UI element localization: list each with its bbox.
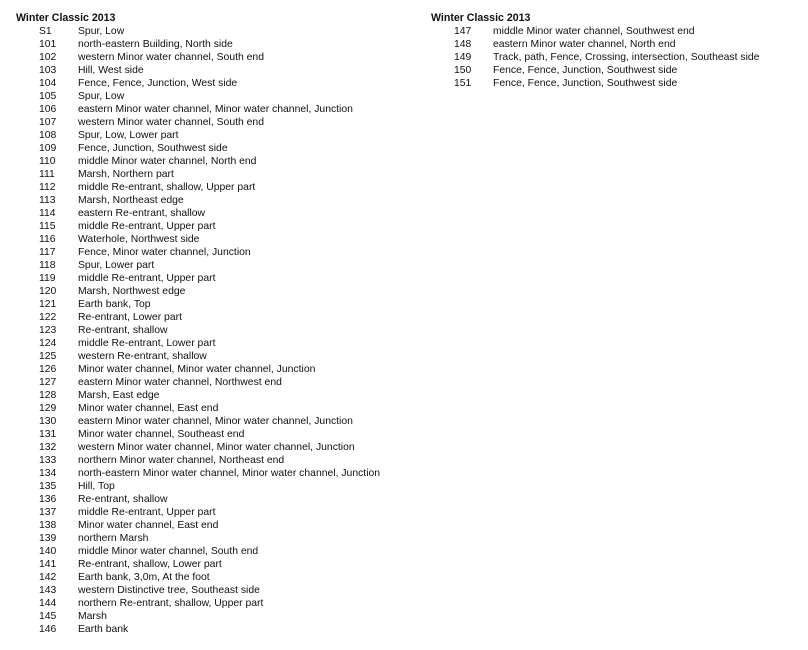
control-description: Re-entrant, shallow — [78, 494, 168, 505]
control-code: 123 — [39, 325, 57, 336]
control-description: middle Minor water channel, South end — [78, 546, 259, 557]
control-row — [16, 272, 416, 285]
control-code: 114 — [39, 208, 56, 219]
control-row — [16, 389, 416, 402]
control-row — [16, 506, 416, 519]
control-row — [16, 246, 416, 259]
control-description: Hill, West side — [78, 65, 144, 76]
control-row — [16, 610, 416, 623]
control-description: eastern Minor water channel, Northwest end — [78, 377, 282, 388]
control-description: western Minor water channel, Minor water channel, Junction — [78, 442, 355, 453]
control-description: Earth bank, Top — [78, 299, 151, 310]
control-code: 110 — [39, 156, 56, 167]
control-row — [16, 623, 416, 636]
control-row — [16, 64, 416, 77]
control-code: 117 — [39, 247, 56, 258]
control-row — [16, 298, 416, 311]
control-list-column-right — [431, 12, 801, 90]
control-description: middle Minor water channel, Southwest end — [493, 26, 695, 37]
control-row — [16, 558, 416, 571]
control-row — [16, 519, 416, 532]
control-description: Earth bank — [78, 624, 129, 635]
control-rows — [431, 25, 801, 90]
control-code: 122 — [39, 312, 57, 323]
control-description: Fence, Fence, Junction, West side — [78, 78, 238, 89]
control-description: middle Re-entrant, Upper part — [78, 221, 216, 232]
control-code: 111 — [39, 169, 55, 180]
control-row — [431, 64, 801, 77]
control-code: 115 — [39, 221, 56, 232]
control-code: 104 — [39, 78, 57, 89]
control-row — [16, 441, 416, 454]
control-row — [16, 467, 416, 480]
control-row — [16, 402, 416, 415]
control-code: 142 — [39, 572, 57, 583]
control-code: 129 — [39, 403, 57, 414]
control-code: 150 — [454, 65, 472, 76]
control-row — [16, 194, 416, 207]
control-description: north-eastern Minor water channel, Minor water channel, Junction — [78, 468, 381, 479]
control-code: 128 — [39, 390, 57, 401]
control-code: 134 — [39, 468, 57, 479]
control-code: 107 — [39, 117, 57, 128]
control-row — [16, 90, 416, 103]
control-row — [16, 415, 416, 428]
control-code: 105 — [39, 91, 57, 102]
control-description: Minor water channel, Minor water channel, Junction — [78, 364, 316, 375]
control-row — [16, 350, 416, 363]
control-row — [16, 571, 416, 584]
control-row — [16, 545, 416, 558]
control-description: eastern Re-entrant, shallow — [78, 208, 206, 219]
control-description: Minor water channel, East end — [78, 520, 219, 531]
control-code: 118 — [39, 260, 56, 271]
control-row — [16, 285, 416, 298]
control-description: Spur, Low, Lower part — [78, 130, 179, 141]
control-description: Minor water channel, East end — [78, 403, 219, 414]
control-description: eastern Minor water channel, Minor water channel, Junction — [78, 104, 353, 115]
control-row — [16, 363, 416, 376]
control-code: 133 — [39, 455, 57, 466]
control-description: Hill, Top — [78, 481, 115, 492]
control-row — [16, 376, 416, 389]
control-code: 143 — [39, 585, 57, 596]
control-code: 141 — [39, 559, 57, 570]
control-description: Fence, Junction, Southwest side — [78, 143, 228, 154]
control-code: 146 — [39, 624, 57, 635]
control-description: Marsh, Northwest edge — [78, 286, 186, 297]
control-row — [16, 103, 416, 116]
control-description: middle Minor water channel, North end — [78, 156, 257, 167]
control-code: 135 — [39, 481, 57, 492]
control-row — [16, 142, 416, 155]
control-description: middle Re-entrant, shallow, Upper part — [78, 182, 256, 193]
control-code: 149 — [454, 52, 472, 63]
control-code: 130 — [39, 416, 57, 427]
control-row — [16, 168, 416, 181]
control-rows — [16, 25, 416, 636]
control-code: 138 — [39, 520, 57, 531]
control-code: 120 — [39, 286, 57, 297]
control-code: 109 — [39, 143, 57, 154]
control-code: 136 — [39, 494, 57, 505]
control-row — [431, 38, 801, 51]
control-row — [16, 77, 416, 90]
control-description: Marsh, Northeast edge — [78, 195, 184, 206]
control-code: 108 — [39, 130, 57, 141]
control-code: 144 — [39, 598, 57, 609]
control-row — [16, 25, 416, 38]
control-code: 151 — [454, 78, 472, 89]
control-description: northern Minor water channel, Northeast end — [78, 455, 285, 466]
control-code: 125 — [39, 351, 57, 362]
control-description: Fence, Fence, Junction, Southwest side — [493, 78, 678, 89]
control-code: 140 — [39, 546, 57, 557]
control-code: 101 — [39, 39, 57, 50]
control-description: western Re-entrant, shallow — [78, 351, 207, 362]
control-description: eastern Minor water channel, North end — [493, 39, 676, 50]
control-row — [16, 597, 416, 610]
control-description: Marsh, Northern part — [78, 169, 174, 180]
control-row — [16, 532, 416, 545]
control-row — [16, 428, 416, 441]
control-description: western Minor water channel, South end — [78, 117, 264, 128]
control-code: 121 — [39, 299, 57, 310]
control-list-column-left — [16, 12, 416, 636]
control-row — [16, 51, 416, 64]
control-description: western Minor water channel, South end — [78, 52, 264, 63]
control-row — [16, 38, 416, 51]
control-row — [16, 181, 416, 194]
control-description: Re-entrant, Lower part — [78, 312, 182, 323]
control-description: Re-entrant, shallow, Lower part — [78, 559, 222, 570]
column-title: Winter Classic 2013 — [16, 12, 116, 24]
control-code: 119 — [39, 273, 56, 284]
control-row — [16, 493, 416, 506]
control-code: 145 — [39, 611, 57, 622]
control-description: Spur, Low — [78, 91, 125, 102]
control-description: eastern Minor water channel, Minor water channel, Junction — [78, 416, 353, 427]
control-code: 147 — [454, 26, 472, 37]
control-description: Marsh — [78, 611, 107, 622]
column-title: Winter Classic 2013 — [431, 12, 531, 24]
control-code: 102 — [39, 52, 57, 63]
control-row — [16, 324, 416, 337]
control-code: 113 — [39, 195, 56, 206]
control-description: Fence, Fence, Junction, Southwest side — [493, 65, 678, 76]
control-description: middle Re-entrant, Upper part — [78, 273, 216, 284]
control-row — [16, 259, 416, 272]
control-row — [16, 129, 416, 142]
control-row — [16, 454, 416, 467]
control-row — [16, 220, 416, 233]
control-row — [431, 25, 801, 38]
control-description: middle Re-entrant, Upper part — [78, 507, 216, 518]
control-description: Marsh, East edge — [78, 390, 160, 401]
control-code: 127 — [39, 377, 57, 388]
control-row — [16, 584, 416, 597]
control-code: 124 — [39, 338, 57, 349]
control-code: 137 — [39, 507, 57, 518]
control-row — [16, 233, 416, 246]
control-description: middle Re-entrant, Lower part — [78, 338, 216, 349]
control-row — [16, 480, 416, 493]
control-row — [16, 337, 416, 350]
control-description: northern Re-entrant, shallow, Upper part — [78, 598, 264, 609]
control-description: northern Marsh — [78, 533, 149, 544]
control-description: western Distinctive tree, Southeast side — [78, 585, 260, 596]
control-code: 132 — [39, 442, 57, 453]
control-description: Waterhole, Northwest side — [78, 234, 200, 245]
control-code: 116 — [39, 234, 56, 245]
control-description: Minor water channel, Southeast end — [78, 429, 245, 440]
control-code: 139 — [39, 533, 57, 544]
control-description: Re-entrant, shallow — [78, 325, 168, 336]
control-description: Spur, Low — [78, 26, 125, 37]
control-code: 103 — [39, 65, 57, 76]
control-description: Earth bank, 3,0m, At the foot — [78, 572, 210, 583]
control-code: 112 — [39, 182, 56, 193]
control-code: 106 — [39, 104, 57, 115]
control-row — [431, 77, 801, 90]
control-row — [16, 207, 416, 220]
control-description: Fence, Minor water channel, Junction — [78, 247, 251, 258]
control-row — [431, 51, 801, 64]
control-code: S1 — [39, 26, 52, 37]
control-description: Track, path, Fence, Crossing, intersection, Southeast side — [493, 52, 760, 63]
control-row — [16, 155, 416, 168]
control-row — [16, 116, 416, 129]
control-row — [16, 311, 416, 324]
control-description: north-eastern Building, North side — [78, 39, 233, 50]
control-code: 148 — [454, 39, 472, 50]
control-code: 126 — [39, 364, 57, 375]
control-code: 131 — [39, 429, 57, 440]
control-description: Spur, Lower part — [78, 260, 155, 271]
